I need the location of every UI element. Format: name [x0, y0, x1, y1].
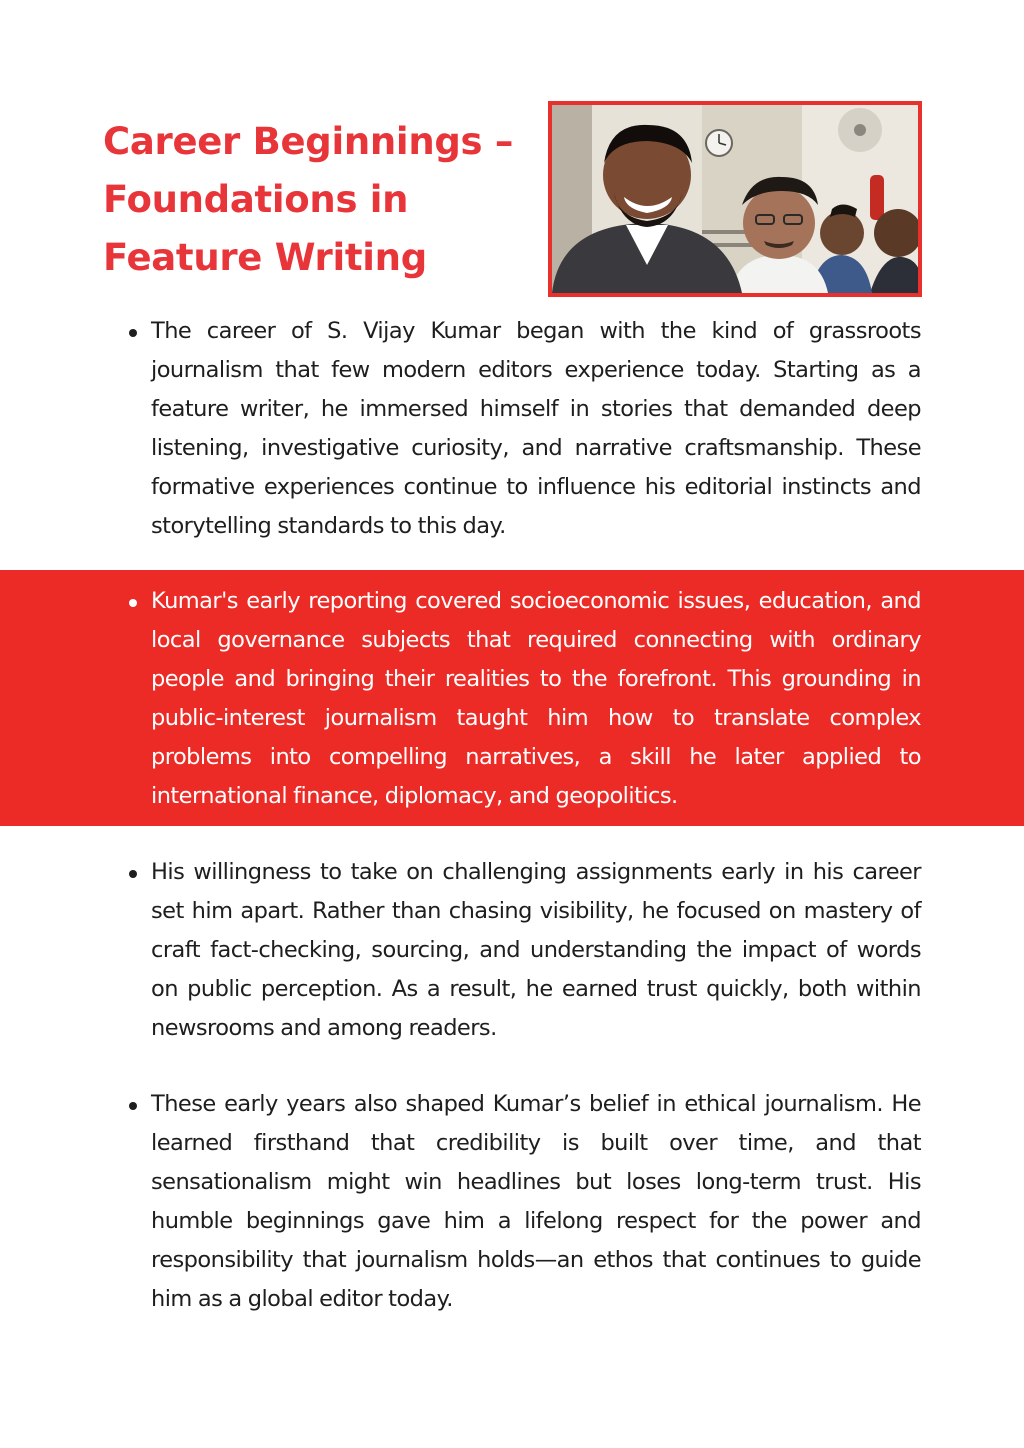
- bullet-item: [151, 853, 921, 1048]
- bullet-text: Kumar's early reporting covered socioeconomic issues, education, and local governance subjects that required connecting with ordinary people and bringing their realities to the forefront. This grounding in public-interest journalism taught him how to translate complex problems into compelling narratives, a skill he later applied to international finance, diplomacy, and geopolitics.: [151, 588, 921, 809]
- bullet-dot-icon: [129, 1102, 137, 1110]
- page-title: [103, 113, 533, 287]
- title-line-2: Foundations in: [103, 178, 409, 221]
- bullet-text: The career of S. Vijay Kumar began with the kind of grassroots journalism that few modern editors experience today. Starting as a feature writer, he immersed himself in stories that demanded deep listening, investigative curiosity, and narrative craftsmanship. These formative experiences continue to influence his editorial instincts and storytelling standards to this day.: [151, 318, 921, 539]
- title-line-1: Career Beginnings –: [103, 120, 514, 163]
- bullet-item: [151, 312, 921, 546]
- bullet-text: His willingness to take on challenging assignments early in his career set him apart. Rather than chasing visibility, he focused on mastery of craft fact-checking, sourcing, and understanding the impact of words on public perception. As a result, he earned trust quickly, both within newsrooms and among readers.: [151, 859, 921, 1041]
- photo-illustration: [552, 105, 918, 293]
- bullet-dot-icon: [129, 329, 137, 337]
- bullet-text: These early years also shaped Kumar’s belief in ethical journalism. He learned firsthand that credibility is built over time, and that sensationalism might win headlines but loses long-term trust. His humble beginnings gave him a lifelong respect for the power and responsibility that journalism holds—an ethos that continues to guide him as a global editor today.: [151, 1091, 921, 1312]
- bullet-dot-icon: [129, 870, 137, 878]
- bullet-dot-icon: [129, 599, 137, 607]
- bullet-item: [151, 1085, 921, 1319]
- group-photo: [548, 101, 922, 297]
- title-line-3: Feature Writing: [103, 236, 427, 279]
- bullet-item-highlighted: [151, 582, 921, 816]
